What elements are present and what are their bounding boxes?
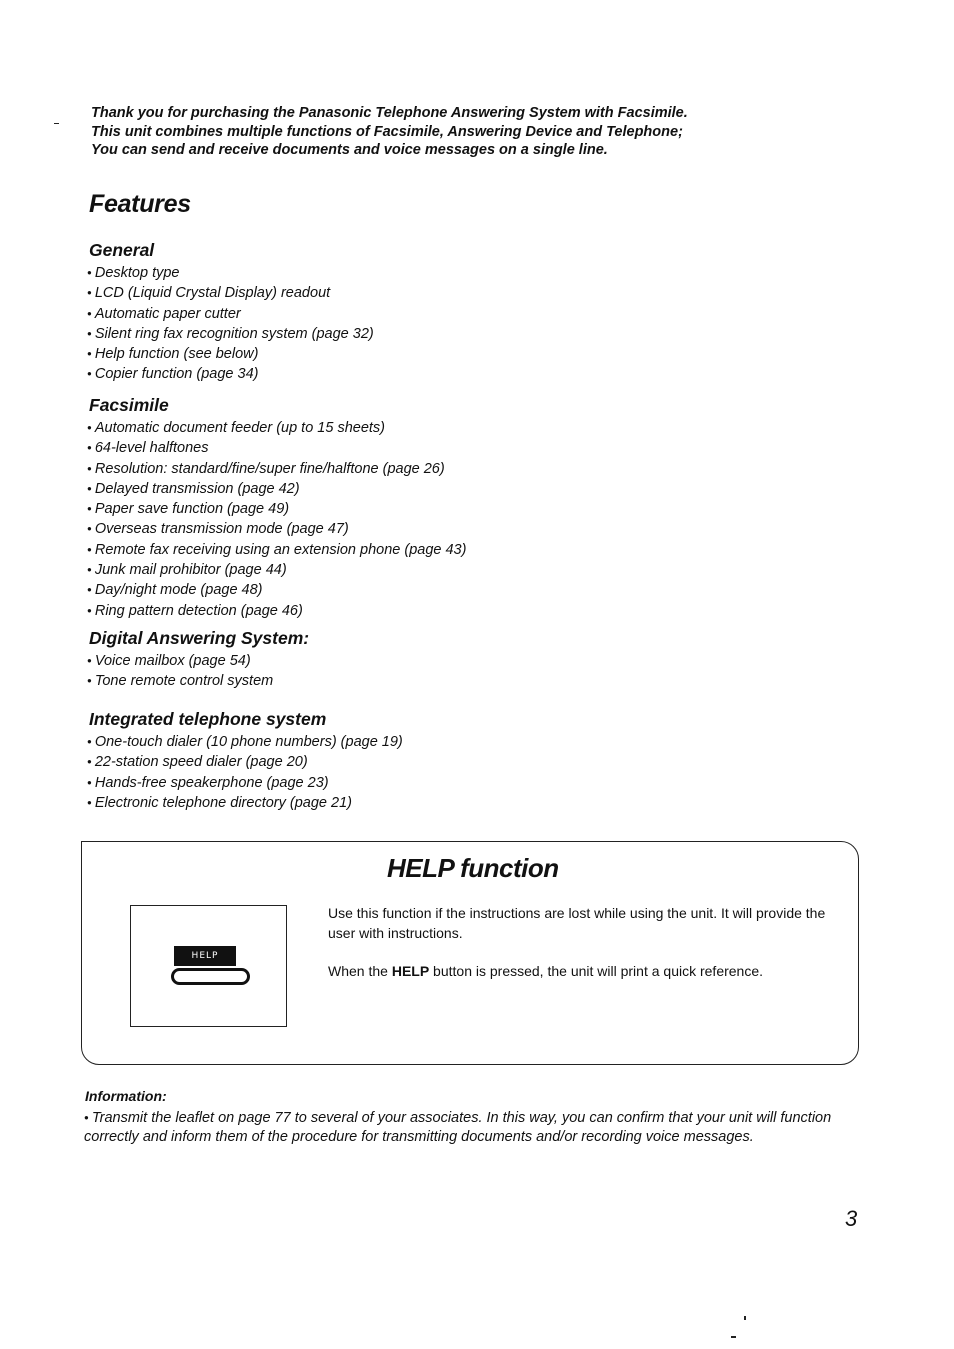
help-button-illustration	[130, 905, 287, 1027]
list-item: ● Hands-free speakerphone (page 23)	[87, 773, 403, 793]
list-item: ● LCD (Liquid Crystal Display) readout	[87, 283, 374, 303]
scan-speck	[744, 1316, 746, 1320]
help-paragraph-2-post: button is pressed, the unit will print a quick reference.	[429, 963, 764, 979]
section-title: General	[89, 240, 155, 260]
list-item: ● Copier function (page 34)	[87, 364, 374, 384]
list-item: ● Remote fax receiving using an extension phone (page 43)	[87, 540, 466, 560]
help-paragraph-1: Use this function if the instructions are lost while using the unit. It will provide the user with instructions.	[328, 905, 826, 941]
section-facsimile	[87, 394, 466, 621]
list-item: ● Delayed transmission (page 42)	[87, 479, 466, 499]
intro-line-1: Thank you for purchasing the Panasonic Telephone Answering System with Facsimile.	[91, 105, 688, 121]
list-item: ● Resolution: standard/fine/super fine/halftone (page 26)	[87, 459, 466, 479]
list-item: ● Day/night mode (page 48)	[87, 580, 466, 600]
list-item: ● 22-station speed dialer (page 20)	[87, 752, 403, 772]
section-title: Integrated telephone system	[89, 709, 327, 729]
feature-list	[87, 651, 309, 692]
section-integrated-telephone	[87, 708, 403, 813]
help-title: HELP function	[387, 853, 559, 883]
intro-text	[91, 104, 791, 160]
list-item: ● Voice mailbox (page 54)	[87, 651, 309, 671]
list-item: ● Electronic telephone directory (page 21)	[87, 793, 403, 813]
list-item: ● Ring pattern detection (page 46)	[87, 601, 466, 621]
list-item: ● Junk mail prohibitor (page 44)	[87, 560, 466, 580]
information-body: Transmit the leaflet on page 77 to several of your associates. In this way, you can confirm that your unit will function correctly and inform them of the procedure for transmitting documents and/or recording voice messages.	[84, 1110, 832, 1145]
information-text	[84, 1109, 864, 1146]
list-item: ● Automatic document feeder (up to 15 sheets)	[87, 418, 466, 438]
help-key-icon	[171, 968, 250, 985]
list-item: ● Silent ring fax recognition system (page 32)	[87, 324, 374, 344]
section-general	[87, 239, 374, 385]
page-title: Features	[89, 190, 191, 218]
bullet-icon: ●	[84, 1113, 89, 1122]
help-paragraph-2-bold: HELP	[391, 963, 430, 979]
help-button-label: HELP	[174, 946, 236, 966]
section-title: Facsimile	[89, 395, 169, 415]
help-paragraph-2-pre: When the	[328, 963, 392, 979]
feature-list	[87, 263, 374, 385]
list-item: ● Tone remote control system	[87, 671, 309, 691]
page-number: 3	[845, 1206, 858, 1231]
list-item: ● Overseas transmission mode (page 47)	[87, 519, 466, 539]
scan-speck	[54, 123, 59, 124]
section-title: Digital Answering System:	[89, 628, 310, 648]
information-heading: Information:	[85, 1088, 167, 1104]
intro-line-2: This unit combines multiple functions of Facsimile, Answering Device and Telephone;	[91, 123, 683, 140]
list-item: ● Automatic paper cutter	[87, 304, 374, 324]
list-item: ● 64-level halftones	[87, 438, 466, 458]
intro-line-3: You can send and receive documents and voice messages on a single line.	[91, 142, 608, 158]
feature-list	[87, 418, 466, 621]
feature-list	[87, 732, 403, 813]
scan-speck	[731, 1336, 736, 1338]
list-item: ● Desktop type	[87, 263, 374, 283]
help-description	[328, 904, 848, 1001]
list-item: ● Paper save function (page 49)	[87, 499, 466, 519]
list-item: ● One-touch dialer (10 phone numbers) (page 19)	[87, 732, 403, 752]
help-paragraph-2	[328, 962, 848, 982]
list-item: ● Help function (see below)	[87, 344, 374, 364]
section-digital-answering	[87, 627, 309, 692]
